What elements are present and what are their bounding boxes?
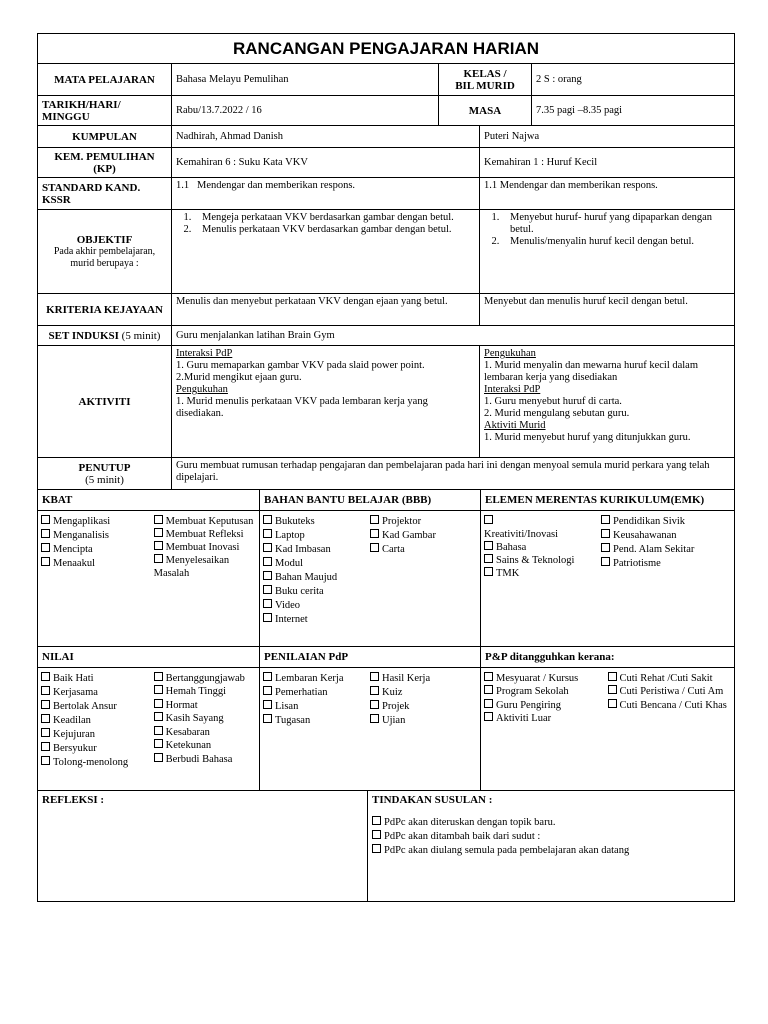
penilaian-option[interactable]: Lembaran Kerja	[263, 672, 370, 686]
checkbox-icon[interactable]	[484, 685, 493, 694]
checkbox-icon[interactable]	[370, 714, 379, 723]
bbb-option[interactable]: Internet	[263, 613, 370, 627]
checkbox-icon[interactable]	[41, 756, 50, 765]
checkbox-icon[interactable]	[263, 672, 272, 681]
kbat-option[interactable]: Mencipta	[41, 543, 154, 557]
checkbox-icon[interactable]	[263, 571, 272, 580]
aktiviti-a-heading: Interaksi PdP	[176, 348, 233, 359]
penilaian-cell	[260, 647, 481, 791]
checkbox-icon[interactable]	[601, 543, 610, 552]
objektif-b	[480, 210, 735, 294]
nilai-section	[37, 647, 735, 792]
bbb-cell	[260, 490, 481, 646]
aktiviti-b-line: 2. Murid mengulang sebutan guru.	[484, 408, 630, 419]
aktiviti-a-line: 1. Murid menulis perkataan VKV pada lembaran kerja yang disediakan.	[176, 396, 428, 419]
ditangguhkan-cell	[481, 647, 735, 791]
checkbox-icon[interactable]	[484, 699, 493, 708]
checkbox-icon[interactable]	[154, 672, 163, 681]
penilaian-heading: PENILAIAN PdP	[260, 647, 480, 668]
tindakan-option[interactable]: PdPc akan diulang semula pada pembelajaran akan datang	[372, 844, 730, 858]
checkbox-icon[interactable]	[372, 844, 381, 853]
checkbox-icon[interactable]	[370, 529, 379, 538]
refleksi-cell[interactable]	[38, 791, 368, 901]
checkbox-icon[interactable]	[263, 714, 272, 723]
nilai-option[interactable]: Bertanggungjawab	[154, 672, 256, 686]
checkbox-icon[interactable]	[41, 543, 50, 552]
checkbox-icon[interactable]	[372, 816, 381, 825]
penilaian-option[interactable]: Projek	[370, 700, 477, 714]
penilaian-option[interactable]: Lisan	[263, 700, 370, 714]
page-title: RANCANGAN PENGAJARAN HARIAN	[38, 34, 735, 64]
checkbox-icon[interactable]	[608, 672, 617, 681]
kbat-heading: KBAT	[38, 490, 259, 511]
mata-pelajaran-value: Bahasa Melayu Pemulihan	[172, 64, 439, 96]
kelas-label: KELAS / BIL MURID	[439, 64, 532, 96]
emk-option[interactable]: Pend. Alam Sekitar	[601, 543, 731, 557]
emk-option[interactable]: Bahasa	[484, 541, 601, 554]
ditangguhkan-option[interactable]: Cuti Rehat /Cuti Sakit	[608, 672, 732, 686]
checkbox-icon[interactable]	[372, 830, 381, 839]
checkbox-icon[interactable]	[154, 726, 163, 735]
tarikh-value: Rabu/13.7.2022 / 16	[172, 96, 439, 126]
set-induksi-label: SET INDUKSI (5 minit)	[38, 326, 172, 346]
penilaian-option[interactable]: Pemerhatian	[263, 686, 370, 700]
nilai-heading: NILAI	[38, 647, 259, 668]
checkbox-icon[interactable]	[154, 541, 163, 550]
checkbox-icon[interactable]	[41, 672, 50, 681]
checkbox-icon[interactable]	[370, 686, 379, 695]
aktiviti-b-line: 1. Guru menyebut huruf di carta.	[484, 396, 622, 407]
standard-label: STANDARD KAND. KSSR	[38, 178, 172, 210]
checkbox-icon[interactable]	[154, 699, 163, 708]
checkbox-icon[interactable]	[41, 529, 50, 538]
checkbox-icon[interactable]	[263, 529, 272, 538]
nilai-option[interactable]: Kesabaran	[154, 726, 256, 740]
nilai-option[interactable]: Berbudi Bahasa	[154, 753, 256, 767]
tindakan-heading: TINDAKAN SUSULAN :	[372, 794, 493, 806]
bbb-heading: BAHAN BANTU BELAJAR (BBB)	[260, 490, 480, 511]
checkbox-icon[interactable]	[601, 529, 610, 538]
bbb-option[interactable]: Projektor	[370, 515, 477, 529]
objektif-label: OBJEKTIF Pada akhir pembelajaran, murid berupaya :	[38, 210, 172, 294]
nilai-option[interactable]: Hemah Tinggi	[154, 685, 256, 699]
kbat-cell	[38, 490, 260, 646]
checkbox-icon[interactable]	[263, 613, 272, 622]
checkbox-icon[interactable]	[154, 528, 163, 537]
bbb-option[interactable]: Carta	[370, 543, 477, 557]
ditangguhkan-option[interactable]: Guru Pengiring	[484, 699, 608, 713]
checkbox-icon[interactable]	[154, 753, 163, 762]
checkbox-icon[interactable]	[370, 543, 379, 552]
checkbox-icon[interactable]	[154, 739, 163, 748]
checkbox-icon[interactable]	[484, 554, 493, 563]
checkbox-icon[interactable]	[370, 700, 379, 709]
checkbox-icon[interactable]	[263, 599, 272, 608]
objektif-a	[172, 210, 480, 294]
nilai-option[interactable]: Bertolak Ansur	[41, 700, 154, 714]
penilaian-option[interactable]: Hasil Kerja	[370, 672, 477, 686]
kumpulan-a: Nadhirah, Ahmad Danish	[172, 126, 480, 148]
kriteria-b: Menyebut dan menulis huruf kecil dengan betul.	[480, 294, 735, 326]
checkbox-icon[interactable]	[601, 557, 610, 566]
tindakan-cell	[368, 791, 735, 901]
emk-option[interactable]: Keusahawanan	[601, 529, 731, 543]
nilai-option[interactable]: Kasih Sayang	[154, 712, 256, 726]
penilaian-option[interactable]: Kuiz	[370, 686, 477, 700]
emk-heading: ELEMEN MERENTAS KURIKULUM(EMK)	[481, 490, 734, 511]
kelas-value: 2 S : orang	[532, 64, 735, 96]
penutup-label: PENUTUP (5 minit)	[38, 458, 172, 490]
aktiviti-b-heading: Interaksi PdP	[484, 384, 541, 395]
nilai-option[interactable]: Hormat	[154, 699, 256, 713]
lesson-plan-sheet	[37, 33, 734, 902]
emk-option[interactable]: Pendidikan Sivik	[601, 515, 731, 529]
emk-option[interactable]: TMK	[484, 567, 601, 580]
kriteria-label: KRITERIA KEJAYAAN	[38, 294, 172, 326]
objektif-b-item: 2. Menulis/menyalin huruf kecil dengan betul.	[502, 236, 730, 248]
checkbox-icon[interactable]	[484, 567, 493, 576]
emk-option[interactable]: Sains & Teknologi	[484, 554, 601, 567]
ditangguhkan-option[interactable]: Mesyuarat / Kursus	[484, 672, 608, 686]
checkbox-icon[interactable]	[601, 515, 610, 524]
bbb-option[interactable]: Bahan Maujud	[263, 571, 370, 585]
masa-value: 7.35 pagi –8.35 pagi	[532, 96, 735, 126]
checkbox-icon[interactable]	[263, 585, 272, 594]
bbb-option[interactable]: Buku cerita	[263, 585, 370, 599]
checkbox-icon[interactable]	[41, 686, 50, 695]
checkbox-icon[interactable]	[154, 554, 163, 563]
emk-cell	[481, 490, 735, 646]
nilai-option[interactable]: Ketekunan	[154, 739, 256, 753]
emk-option[interactable]: Patriotisme	[601, 557, 731, 571]
kbat-option[interactable]: Mengaplikasi	[41, 515, 154, 529]
checkbox-icon[interactable]	[154, 515, 163, 524]
nilai-option[interactable]: Bersyukur	[41, 742, 154, 756]
aktiviti-b-line: 1. Murid menyebut huruf yang ditunjukkan guru.	[484, 432, 691, 443]
nilai-option[interactable]: Kerjasama	[41, 686, 154, 700]
kumpulan-label: KUMPULAN	[38, 126, 172, 148]
kem-pemulihan-a: Kemahiran 6 : Suku Kata VKV	[172, 148, 480, 178]
bbb-option[interactable]: Bukuteks	[263, 515, 370, 529]
aktiviti-b	[480, 346, 735, 458]
bbb-option[interactable]: Kad Imbasan	[263, 543, 370, 557]
objektif-subtitle: Pada akhir pembelajaran, murid berupaya :	[53, 245, 156, 269]
kumpulan-b: Puteri Najwa	[480, 126, 735, 148]
bbb-option[interactable]: Modul	[263, 557, 370, 571]
kbat-option[interactable]: Menaakul	[41, 557, 154, 571]
refleksi-section	[37, 791, 735, 902]
checkbox-icon[interactable]	[263, 700, 272, 709]
tindakan-option[interactable]: PdPc akan diteruskan dengan topik baru.	[372, 816, 730, 830]
nilai-option[interactable]: Tolong-menolong	[41, 756, 154, 770]
checkbox-icon[interactable]	[41, 714, 50, 723]
checkbox-icon[interactable]	[154, 712, 163, 721]
objektif-a-item: 2. Menulis perkataan VKV berdasarkan gambar dengan betul.	[194, 224, 475, 236]
ditangguhkan-option[interactable]: Cuti Peristiwa / Cuti Am	[608, 685, 732, 699]
kem-pemulihan-b: Kemahiran 1 : Huruf Kecil	[480, 148, 735, 178]
kem-pemulihan-label: KEM. PEMULIHAN (KP)	[38, 148, 172, 178]
aktiviti-b-heading: Pengukuhan	[484, 348, 536, 359]
refleksi-heading: REFLEKSI :	[42, 794, 105, 806]
kbat-option[interactable]: Menganalisis	[41, 529, 154, 543]
ditangguhkan-heading: P&P ditangguhkan kerana:	[481, 647, 734, 668]
nilai-option[interactable]: Kejujuran	[41, 728, 154, 742]
checkbox-icon[interactable]	[263, 557, 272, 566]
emk-option[interactable]: Kreativiti/Inovasi	[484, 515, 601, 541]
nilai-option[interactable]: Keadilan	[41, 714, 154, 728]
kbat-section	[37, 490, 735, 647]
penutup-value: Guru membuat rumusan terhadap pengajaran dan pembelajaran pada hari ini dengan menyoal semula murid perkara yang telah dipelajari.	[172, 458, 735, 490]
aktiviti-a-heading: Pengukuhan	[176, 384, 228, 395]
tarikh-label: TARIKH/HARI/ MINGGU	[38, 96, 172, 126]
mata-pelajaran-label: MATA PELAJARAN	[38, 64, 172, 96]
kriteria-a: Menulis dan menyebut perkataan VKV dengan ejaan yang betul.	[172, 294, 480, 326]
checkbox-icon[interactable]	[41, 728, 50, 737]
checkbox-icon[interactable]	[484, 672, 493, 681]
checkbox-icon[interactable]	[41, 515, 50, 524]
ditangguhkan-option[interactable]: Program Sekolah	[484, 685, 608, 699]
kbat-option[interactable]: Membuat Refleksi	[154, 528, 256, 541]
checkbox-icon[interactable]	[608, 685, 617, 694]
aktiviti-b-line: 1. Murid menyalin dan mewarna huruf kecil dalam lembaran kerja yang disediakan	[484, 360, 699, 383]
checkbox-icon[interactable]	[263, 686, 272, 695]
checkbox-icon[interactable]	[484, 515, 493, 524]
bbb-option[interactable]: Laptop	[263, 529, 370, 543]
aktiviti-a-line: 1. Guru memaparkan gambar VKV pada slaid power point.	[176, 360, 425, 371]
kbat-option[interactable]: Menyelesaikan Masalah	[153, 555, 230, 579]
checkbox-icon[interactable]	[484, 712, 493, 721]
checkbox-icon[interactable]	[263, 515, 272, 524]
standard-a: 1.1 Mendengar dan memberikan respons.	[172, 178, 480, 210]
aktiviti-b-heading: Aktiviti Murid	[484, 420, 546, 431]
lesson-plan-table	[37, 33, 735, 490]
masa-label: MASA	[439, 96, 532, 126]
kbat-option[interactable]: Membuat Keputusan	[154, 515, 256, 528]
penilaian-option[interactable]: Tugasan	[263, 714, 370, 728]
checkbox-icon[interactable]	[41, 742, 50, 751]
bbb-option[interactable]: Kad Gambar	[370, 529, 477, 543]
aktiviti-a-line: 2.Murid mengikut ejaan guru.	[176, 372, 302, 383]
checkbox-icon[interactable]	[608, 699, 617, 708]
nilai-cell	[38, 647, 260, 791]
standard-b: 1.1 Mendengar dan memberikan respons.	[480, 178, 735, 210]
checkbox-icon[interactable]	[41, 700, 50, 709]
checkbox-icon[interactable]	[41, 557, 50, 566]
objektif-a-item: 1. Mengeja perkataan VKV berdasarkan gambar dengan betul.	[194, 212, 475, 224]
checkbox-icon[interactable]	[484, 541, 493, 550]
ditangguhkan-option[interactable]: Cuti Bencana / Cuti Khas	[608, 699, 732, 713]
aktiviti-a	[172, 346, 480, 458]
objektif-b-item: 1. Menyebut huruf- huruf yang dipaparkan dengan betul.	[502, 212, 730, 236]
checkbox-icon[interactable]	[263, 543, 272, 552]
checkbox-icon[interactable]	[154, 685, 163, 694]
checkbox-icon[interactable]	[370, 515, 379, 524]
checkbox-icon[interactable]	[370, 672, 379, 681]
nilai-option[interactable]: Baik Hati	[41, 672, 154, 686]
kbat-option[interactable]: Membuat Inovasi	[154, 541, 256, 554]
aktiviti-label: AKTIVITI	[38, 346, 172, 458]
tindakan-option[interactable]: PdPc akan ditambah baik dari sudut :	[372, 830, 730, 844]
set-induksi-value: Guru menjalankan latihan Brain Gym	[172, 326, 735, 346]
ditangguhkan-option[interactable]: Aktiviti Luar	[484, 712, 608, 726]
penilaian-option[interactable]: Ujian	[370, 714, 477, 728]
bbb-option[interactable]: Video	[263, 599, 370, 613]
